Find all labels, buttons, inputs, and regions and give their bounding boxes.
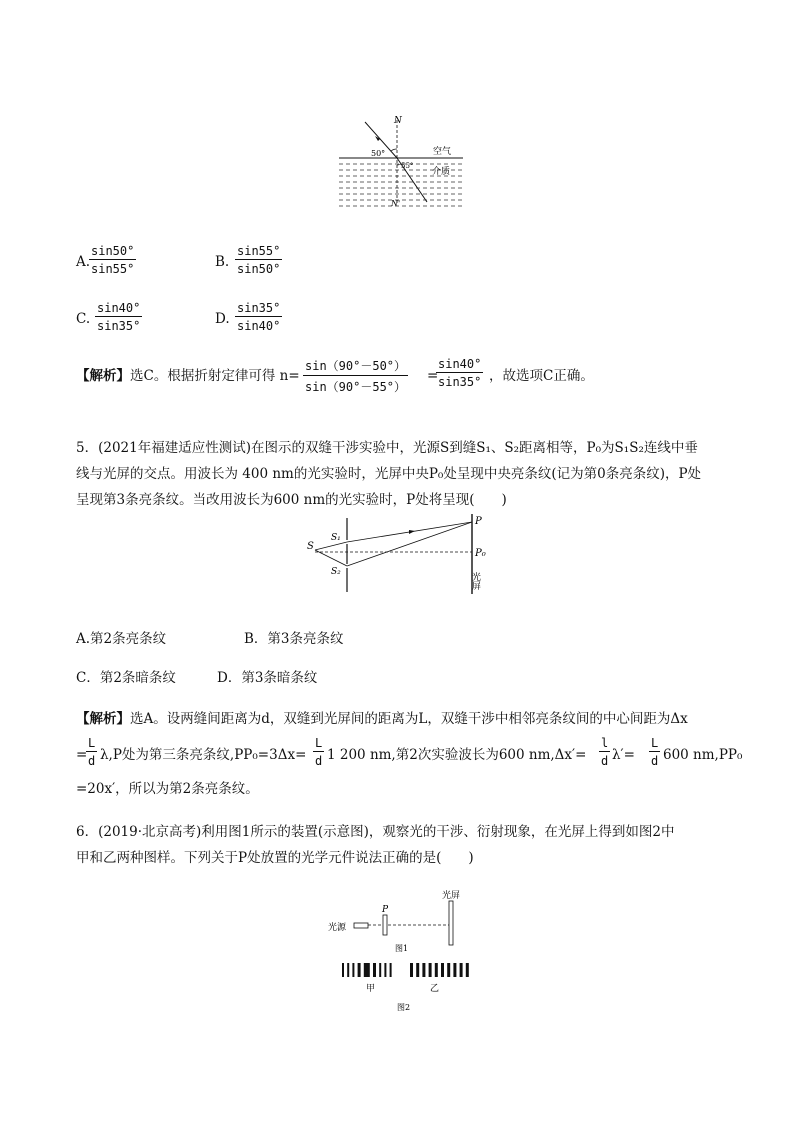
label-jia: 甲 <box>366 984 376 994</box>
q5-analysis-line3: =20x′，所以为第2条亮条纹。 <box>76 781 259 797</box>
label-S2: S₂ <box>331 567 341 577</box>
q6-stem-line1: 6．(2019·北京高考)利用图1所示的装置(示意图)，观察光的干涉、衍射现象，在光屏上得到如图2中 <box>76 824 675 840</box>
refraction-figure <box>335 112 470 214</box>
screen-rect <box>449 901 453 945</box>
q5-analysis-f1 <box>86 736 97 768</box>
analysis-tag: 【解析】 <box>76 368 130 384</box>
fringe-bar <box>435 963 438 977</box>
q4-analysis-frac1 <box>303 357 408 395</box>
q4-option-c[interactable] <box>76 309 90 329</box>
label-yi: 乙 <box>430 984 440 994</box>
frac-num: sin（90°－50°） <box>303 357 408 376</box>
analysis-line1: 选A。设两缝间距离为d，双缝到光屏间的距离为L，双缝干涉中相邻亮条纹间的中心间距为Δx <box>130 711 688 727</box>
analysis-lead: 选C。根据折射定律可得 n= <box>130 368 300 384</box>
q6-stem-line2: 甲和乙两种图样。下列关于P处放置的光学元件说法正确的是( ) <box>76 850 474 866</box>
frac-den: d <box>88 754 96 768</box>
q4-option-d-frac <box>235 301 282 333</box>
fringe-bar <box>358 963 361 977</box>
label-P: P <box>382 905 389 915</box>
q5-stem-line2: 线与光屏的交点。用波长为 400 nm的光实验时，光屏中央P₀处呈现中央亮条纹(记为第0条亮条纹)，P处 <box>76 466 702 482</box>
q5-stem-line3: 呈现第3条亮条纹。当改用波长为600 nm的光实验时，P处将呈现( ) <box>76 492 507 508</box>
fringe-bar <box>390 963 392 977</box>
label-medium: 介质 <box>432 167 451 177</box>
label-fig1: 图1 <box>395 944 409 953</box>
frac-den: sin35° <box>97 319 141 333</box>
q5-analysis-f2 <box>313 736 324 768</box>
option-letter: B. <box>215 254 230 270</box>
frac-num: sin50° <box>91 244 135 258</box>
fringe-bar <box>441 963 444 977</box>
double-slit-figure <box>305 512 505 598</box>
q5-option-c[interactable]: C．第2条暗条纹 <box>76 670 176 686</box>
q4-option-b[interactable] <box>215 252 229 272</box>
q5-analysis-f4 <box>649 736 660 768</box>
fringe-bar <box>466 963 469 977</box>
q5-analysis-line2d: λ′= <box>612 747 635 763</box>
label-screen: 光屏 <box>470 572 480 590</box>
label-S1: S₁ <box>331 533 341 543</box>
ray-arrow <box>409 530 415 534</box>
fringe-bar <box>364 963 370 977</box>
fringe-bar <box>422 963 425 977</box>
option-letter: D. <box>215 311 230 327</box>
frac-num: sin35° <box>237 301 281 315</box>
label-source: 光源 <box>328 923 347 933</box>
frac-den: sin55° <box>91 262 135 276</box>
q4-option-a[interactable] <box>76 252 90 272</box>
frac-den: d <box>315 754 323 768</box>
fringe-bar <box>410 963 413 977</box>
ray-s2-p <box>347 522 472 566</box>
q4-option-b-frac <box>235 244 282 276</box>
label-fig2: 图2 <box>397 1003 411 1012</box>
q4-option-d[interactable] <box>215 309 230 329</box>
q5-analysis-line1 <box>76 709 688 729</box>
fringe-bar <box>453 963 456 977</box>
frac-den: sin50° <box>237 262 281 276</box>
q5-analysis-line2c: 1 200 nm,第2次实验波长为600 nm,Δx′= <box>327 747 587 763</box>
q4-analysis-frac2 <box>436 357 483 389</box>
label-angle-55: 55° <box>401 162 414 170</box>
q4-analysis-eq: = <box>427 368 439 384</box>
fringe-bar <box>373 963 376 977</box>
frac-den: sin（90°－55°） <box>305 380 407 394</box>
label-P0: P₀ <box>475 548 486 559</box>
q5-option-b[interactable]: B．第3条亮条纹 <box>244 631 344 647</box>
frac-den: sin35° <box>438 375 482 389</box>
q4-analysis-tail: ，故选项C正确。 <box>489 368 594 384</box>
option-letter: A. <box>76 254 91 270</box>
optics-setup-figure <box>322 885 492 1015</box>
frac-den: d <box>601 754 609 768</box>
frac-num: sin55° <box>237 244 281 258</box>
pattern-jia <box>342 963 392 977</box>
analysis-tag: 【解析】 <box>76 711 130 727</box>
label-N-prime: N' <box>391 199 401 208</box>
fringe-bar <box>429 963 432 977</box>
fringe-bar <box>460 963 463 977</box>
q4-option-c-frac <box>95 301 142 333</box>
label-screen: 光屏 <box>442 891 461 901</box>
q5-stem-line1: 5．(2021年福建适应性测试)在图示的双缝干涉实验中，光源S到缝S₁、S₂距离相等，P₀为S₁S₂连线中垂 <box>76 440 698 456</box>
pattern-yi <box>410 963 469 977</box>
frac-num: sin40° <box>97 301 141 315</box>
fringe-bar <box>352 963 354 977</box>
label-angle-50: 50° <box>371 149 386 158</box>
fringe-bar <box>347 963 349 977</box>
frac-den: d <box>651 754 659 768</box>
fringe-bar <box>416 963 419 977</box>
frac-num: L <box>651 736 659 750</box>
q5-option-d[interactable]: D．第3条暗条纹 <box>217 670 318 686</box>
ray-s-s1 <box>315 542 347 550</box>
light-source-box <box>354 923 368 928</box>
q5-analysis-line2e: 600 nm,PP₀ <box>663 747 743 763</box>
label-air: 空气 <box>433 147 452 157</box>
element-p <box>383 915 387 935</box>
angle-arc-50 <box>391 149 397 151</box>
fringe-bar <box>379 963 381 977</box>
ray-s-s2 <box>315 550 347 566</box>
label-N: N <box>394 116 402 126</box>
fringe-bar <box>342 963 344 977</box>
label-S: S <box>307 541 314 552</box>
q4-analysis <box>76 366 300 386</box>
fringe-bar <box>447 963 450 977</box>
frac-num: L <box>88 736 96 750</box>
frac-num: sin40° <box>438 357 482 371</box>
label-P: P <box>475 516 482 527</box>
frac-den: sin40° <box>237 319 281 333</box>
q5-analysis-line2a: = <box>76 747 88 763</box>
option-letter: C. <box>76 311 91 327</box>
fringe-bar <box>384 963 386 977</box>
frac-num: L <box>315 736 323 750</box>
frac-num: l <box>601 736 609 750</box>
q5-analysis-f3 <box>599 736 610 768</box>
q5-analysis-line2b: λ,P处为第三条亮条纹,PP₀=3Δx= <box>100 747 307 763</box>
q4-option-a-frac <box>89 244 136 276</box>
q5-option-a[interactable]: A.第2条亮条纹 <box>76 631 167 647</box>
